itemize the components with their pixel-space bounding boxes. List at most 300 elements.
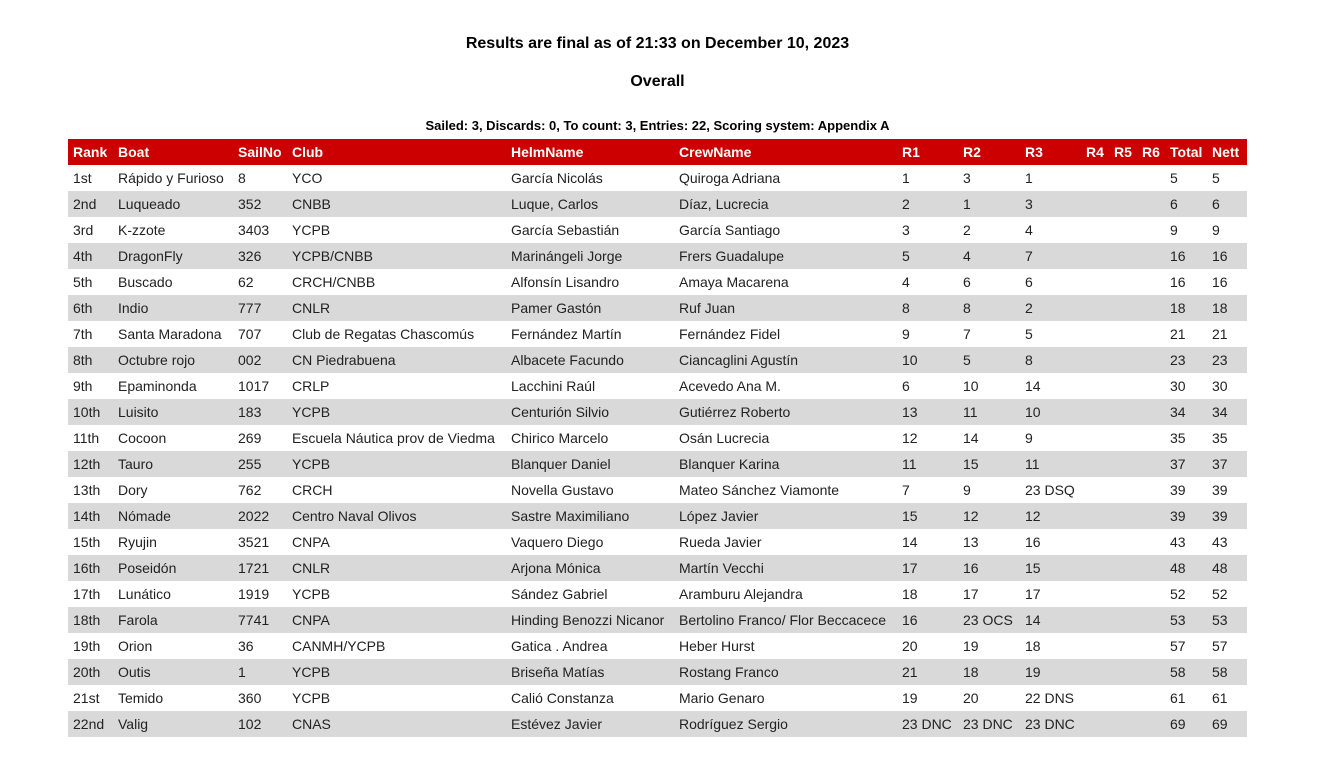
- club-cell: Club de Regatas Chascomús: [292, 326, 475, 342]
- r3-cell: 22 DNS: [1025, 690, 1075, 706]
- rank-cell: 11th: [73, 430, 100, 446]
- r2-cell: 19: [963, 638, 979, 654]
- table-row: [68, 165, 1247, 191]
- sailno-cell: 62: [238, 274, 254, 290]
- r4-cell: [1081, 321, 1109, 347]
- r1-cell: 12: [902, 430, 918, 446]
- r2-cell: 13: [963, 534, 979, 550]
- r2-cell: 20: [963, 690, 979, 706]
- rank-cell: 6th: [68, 295, 113, 321]
- helm-cell: García Nicolás: [511, 170, 603, 186]
- rank-cell: 5th: [73, 274, 93, 290]
- r1-cell: 6: [902, 378, 910, 394]
- r3-cell: 8: [1020, 347, 1081, 373]
- column-header-rank: Rank: [68, 139, 113, 165]
- helm-cell: Chirico Marcelo: [511, 430, 609, 446]
- r1-cell: 23 DNC: [897, 711, 958, 737]
- nett-cell: 53: [1207, 607, 1247, 633]
- r5-cell: [1109, 503, 1137, 529]
- r3-cell: 18: [1025, 638, 1041, 654]
- total-cell: 6: [1165, 191, 1207, 217]
- club-cell: CANMH/YCPB: [292, 638, 386, 654]
- r4-cell: [1081, 373, 1109, 399]
- table-row: [68, 425, 1247, 451]
- column-header-r3: R3: [1020, 139, 1081, 165]
- table-row: [68, 503, 1247, 529]
- boat-cell: Rápido y Furioso: [118, 170, 224, 186]
- boat-cell: Farola: [113, 607, 233, 633]
- results-status: Results are final as of 21:33 on December 10, 2023: [465, 35, 850, 52]
- r1-cell: 21: [897, 659, 958, 685]
- table-row: [68, 659, 1247, 685]
- club-cell: YCPB: [287, 451, 506, 477]
- club-cell: CNPA: [292, 534, 330, 550]
- r4-cell: [1081, 191, 1109, 217]
- r5-cell: [1109, 425, 1137, 451]
- r3-cell: 4: [1025, 222, 1033, 238]
- r5-cell: [1109, 373, 1137, 399]
- rank-cell: 20th: [68, 659, 113, 685]
- boat-cell: Epaminonda: [118, 378, 197, 394]
- sailno-cell: 707: [238, 326, 262, 342]
- sailno-cell: 36: [238, 638, 254, 654]
- r5-cell: [1109, 399, 1137, 425]
- crew-cell: Fernández Fidel: [679, 326, 781, 342]
- total-cell: 48: [1165, 555, 1207, 581]
- sailno-cell: 002: [233, 347, 287, 373]
- club-cell: CRLP: [292, 378, 330, 394]
- sailno-cell: 360: [238, 690, 262, 706]
- crew-cell: Ciancaglini Agustín: [674, 347, 897, 373]
- crew-cell: Rueda Javier: [679, 534, 762, 550]
- helm-cell: Pamer Gastón: [506, 295, 674, 321]
- table-row: [68, 217, 1247, 243]
- nett-cell: 43: [1212, 534, 1228, 550]
- helm-cell: Briseña Matías: [506, 659, 674, 685]
- r5-cell: [1109, 295, 1137, 321]
- r1-cell: 2: [897, 191, 958, 217]
- sailno-cell: 1919: [238, 586, 270, 602]
- r2-cell: 15: [958, 451, 1020, 477]
- helm-cell: Luque, Carlos: [506, 191, 674, 217]
- club-cell: YCPB: [287, 659, 506, 685]
- r3-cell: 10: [1020, 399, 1081, 425]
- nett-cell: 69: [1207, 711, 1247, 737]
- crew-cell: Osán Lucrecia: [679, 430, 770, 446]
- club-cell: YCPB: [292, 690, 331, 706]
- r5-cell: [1109, 659, 1137, 685]
- rank-cell: 17th: [73, 586, 101, 602]
- r3-cell: 3: [1020, 191, 1081, 217]
- r3-cell: 14: [1025, 378, 1041, 394]
- r6-cell: [1137, 529, 1165, 555]
- r2-cell: 12: [958, 503, 1020, 529]
- summary-line: Sailed: 3, Discards: 0, To count: 3, Entries: 22, Scoring system: Appendix A: [425, 118, 890, 133]
- nett-cell: 34: [1207, 399, 1247, 425]
- r6-cell: [1137, 581, 1165, 607]
- table-header-row: [68, 139, 1247, 165]
- rank-cell: 1st: [73, 170, 92, 186]
- r6-cell: [1137, 399, 1165, 425]
- nett-cell: 18: [1207, 295, 1247, 321]
- total-cell: 58: [1165, 659, 1207, 685]
- club-cell: CRCH: [292, 482, 333, 498]
- nett-cell: 21: [1212, 326, 1228, 342]
- boat-cell: Nómade: [113, 503, 233, 529]
- r5-cell: [1109, 217, 1137, 243]
- r5-cell: [1109, 633, 1137, 659]
- r6-cell: [1137, 685, 1165, 711]
- r6-cell: [1137, 295, 1165, 321]
- table-row: [68, 477, 1247, 503]
- nett-cell: 37: [1207, 451, 1247, 477]
- boat-cell: Cocoon: [118, 430, 167, 446]
- club-cell: Escuela Náutica prov de Viedma: [292, 430, 495, 446]
- sailno-cell: 3403: [238, 222, 270, 238]
- crew-cell: Acevedo Ana M.: [679, 378, 781, 394]
- club-cell: YCPB: [292, 586, 331, 602]
- rank-cell: 7th: [73, 326, 93, 342]
- r1-cell: 10: [897, 347, 958, 373]
- r5-cell: [1109, 269, 1137, 295]
- crew-cell: Mario Genaro: [679, 690, 765, 706]
- r4-cell: [1081, 269, 1109, 295]
- r2-cell: 7: [963, 326, 971, 342]
- table-row: [68, 529, 1247, 555]
- rank-cell: 2nd: [68, 191, 113, 217]
- r4-cell: [1081, 451, 1109, 477]
- r3-cell: 11: [1020, 451, 1081, 477]
- helm-cell: Fernández Martín: [511, 326, 622, 342]
- column-header-r2: R2: [958, 139, 1020, 165]
- total-cell: 21: [1170, 326, 1186, 342]
- r4-cell: [1081, 529, 1109, 555]
- r5-cell: [1109, 243, 1137, 269]
- column-header-nett: Nett: [1207, 139, 1247, 165]
- total-cell: 57: [1170, 638, 1186, 654]
- helm-cell: García Sebastián: [511, 222, 620, 238]
- sailno-cell: 255: [233, 451, 287, 477]
- table-row: [68, 321, 1247, 347]
- table-row: [68, 191, 1247, 217]
- table-row: [68, 633, 1247, 659]
- boat-cell: Santa Maradona: [118, 326, 222, 342]
- r5-cell: [1109, 451, 1137, 477]
- sailno-cell: 7741: [233, 607, 287, 633]
- nett-cell: 58: [1207, 659, 1247, 685]
- r2-cell: 14: [963, 430, 979, 446]
- boat-cell: Poseidón: [113, 555, 233, 581]
- column-header-helmname: HelmName: [506, 139, 674, 165]
- column-header-r5: R5: [1109, 139, 1137, 165]
- r6-cell: [1137, 477, 1165, 503]
- r4-cell: [1081, 555, 1109, 581]
- r1-cell: 3: [902, 222, 910, 238]
- r4-cell: [1081, 711, 1109, 737]
- helm-cell: Alfonsín Lisandro: [511, 274, 620, 290]
- r6-cell: [1137, 503, 1165, 529]
- r4-cell: [1081, 477, 1109, 503]
- r4-cell: [1081, 503, 1109, 529]
- r1-cell: 7: [902, 482, 910, 498]
- nett-cell: 6: [1207, 191, 1247, 217]
- total-cell: 61: [1170, 690, 1186, 706]
- boat-cell: Luqueado: [113, 191, 233, 217]
- r5-cell: [1109, 607, 1137, 633]
- sailno-cell: 2022: [233, 503, 287, 529]
- column-header-crewname: CrewName: [674, 139, 897, 165]
- sailno-cell: 352: [233, 191, 287, 217]
- rank-cell: 22nd: [68, 711, 113, 737]
- r1-cell: 9: [902, 326, 910, 342]
- r4-cell: [1081, 425, 1109, 451]
- r6-cell: [1137, 711, 1165, 737]
- r5-cell: [1109, 581, 1137, 607]
- crew-cell: Martín Vecchi: [674, 555, 897, 581]
- helm-cell: Sández Gabriel: [511, 586, 608, 602]
- r3-cell: 23 DSQ: [1025, 482, 1075, 498]
- rank-cell: 3rd: [73, 222, 94, 238]
- sailno-cell: 762: [238, 482, 262, 498]
- rank-cell: 4th: [68, 243, 113, 269]
- sailno-cell: 326: [233, 243, 287, 269]
- crew-cell: Heber Hurst: [679, 638, 755, 654]
- total-cell: 16: [1165, 243, 1207, 269]
- crew-cell: Blanquer Karina: [674, 451, 897, 477]
- r3-cell: 16: [1025, 534, 1041, 550]
- r2-cell: 3: [963, 170, 971, 186]
- rank-cell: 12th: [68, 451, 113, 477]
- club-cell: YCO: [292, 170, 323, 186]
- boat-cell: Temido: [118, 690, 164, 706]
- table-row: [68, 295, 1247, 321]
- r3-cell: 14: [1020, 607, 1081, 633]
- r6-cell: [1137, 451, 1165, 477]
- r3-cell: 9: [1025, 430, 1033, 446]
- sailno-cell: 3521: [238, 534, 270, 550]
- total-cell: 39: [1170, 482, 1186, 498]
- r5-cell: [1109, 191, 1137, 217]
- rank-cell: 13th: [73, 482, 101, 498]
- total-cell: 9: [1170, 222, 1178, 238]
- sailno-cell: 269: [238, 430, 262, 446]
- r2-cell: 8: [958, 295, 1020, 321]
- results-table: [68, 139, 1247, 737]
- nett-cell: 35: [1212, 430, 1228, 446]
- nett-cell: 52: [1212, 586, 1228, 602]
- table-row: [68, 373, 1247, 399]
- nett-cell: 39: [1207, 503, 1247, 529]
- helm-cell: Marinángeli Jorge: [506, 243, 674, 269]
- rank-cell: 21st: [73, 690, 100, 706]
- rank-cell: 10th: [68, 399, 113, 425]
- total-cell: 30: [1170, 378, 1186, 394]
- club-cell: CNBB: [287, 191, 506, 217]
- table-row: [68, 347, 1247, 373]
- table-row: [68, 685, 1247, 711]
- crew-cell: López Javier: [674, 503, 897, 529]
- helm-cell: Centurión Silvio: [506, 399, 674, 425]
- total-cell: 69: [1165, 711, 1207, 737]
- r2-cell: 17: [963, 586, 979, 602]
- club-cell: CNLR: [287, 295, 506, 321]
- r3-cell: 6: [1025, 274, 1033, 290]
- column-header-r6: R6: [1137, 139, 1165, 165]
- club-cell: YCPB/CNBB: [287, 243, 506, 269]
- sailno-cell: 1721: [233, 555, 287, 581]
- r6-cell: [1137, 243, 1165, 269]
- table-row: [68, 555, 1247, 581]
- r3-cell: 1: [1025, 170, 1033, 186]
- r4-cell: [1081, 607, 1109, 633]
- r1-cell: 13: [897, 399, 958, 425]
- r4-cell: [1081, 399, 1109, 425]
- helm-cell: Novella Gustavo: [511, 482, 614, 498]
- column-header-club: Club: [287, 139, 506, 165]
- total-cell: 39: [1165, 503, 1207, 529]
- r6-cell: [1137, 425, 1165, 451]
- r1-cell: 16: [897, 607, 958, 633]
- club-cell: YCPB: [287, 399, 506, 425]
- nett-cell: 16: [1212, 274, 1228, 290]
- boat-cell: Valig: [113, 711, 233, 737]
- rank-cell: 18th: [68, 607, 113, 633]
- boat-cell: DragonFly: [113, 243, 233, 269]
- r6-cell: [1137, 373, 1165, 399]
- total-cell: 34: [1165, 399, 1207, 425]
- r5-cell: [1109, 555, 1137, 581]
- r2-cell: 9: [963, 482, 971, 498]
- total-cell: 5: [1170, 170, 1178, 186]
- club-cell: Centro Naval Olivos: [287, 503, 506, 529]
- boat-cell: Lunático: [118, 586, 171, 602]
- sailno-cell: 8: [238, 170, 246, 186]
- total-cell: 18: [1165, 295, 1207, 321]
- table-row: [68, 243, 1247, 269]
- nett-cell: 61: [1212, 690, 1228, 706]
- r4-cell: [1081, 295, 1109, 321]
- r3-cell: 19: [1020, 659, 1081, 685]
- r5-cell: [1109, 685, 1137, 711]
- r5-cell: [1109, 529, 1137, 555]
- nett-cell: 48: [1207, 555, 1247, 581]
- boat-cell: Buscado: [118, 274, 173, 290]
- r3-cell: 2: [1020, 295, 1081, 321]
- r2-cell: 23 DNC: [958, 711, 1020, 737]
- r3-cell: 5: [1025, 326, 1033, 342]
- r1-cell: 8: [897, 295, 958, 321]
- r6-cell: [1137, 607, 1165, 633]
- r1-cell: 17: [897, 555, 958, 581]
- table-row: [68, 581, 1247, 607]
- r1-cell: 20: [902, 638, 918, 654]
- club-cell: CN Piedrabuena: [287, 347, 506, 373]
- club-cell: CRCH/CNBB: [292, 274, 376, 290]
- r1-cell: 1: [902, 170, 910, 186]
- column-header-boat: Boat: [113, 139, 233, 165]
- total-cell: 53: [1165, 607, 1207, 633]
- total-cell: 16: [1170, 274, 1186, 290]
- r6-cell: [1137, 191, 1165, 217]
- r6-cell: [1137, 217, 1165, 243]
- r4-cell: [1081, 659, 1109, 685]
- boat-cell: Octubre rojo: [113, 347, 233, 373]
- nett-cell: 16: [1207, 243, 1247, 269]
- r2-cell: 1: [958, 191, 1020, 217]
- r1-cell: 14: [902, 534, 918, 550]
- r4-cell: [1081, 633, 1109, 659]
- helm-cell: Hinding Benozzi Nicanor: [506, 607, 674, 633]
- r2-cell: 23 OCS: [958, 607, 1020, 633]
- helm-cell: Gatica . Andrea: [511, 638, 608, 654]
- sailno-cell: 1: [233, 659, 287, 685]
- r5-cell: [1109, 477, 1137, 503]
- nett-cell: 5: [1212, 170, 1220, 186]
- rank-cell: 9th: [73, 378, 93, 394]
- table-row: [68, 399, 1247, 425]
- r1-cell: 4: [902, 274, 910, 290]
- r6-cell: [1137, 321, 1165, 347]
- r2-cell: 11: [958, 399, 1020, 425]
- r5-cell: [1109, 347, 1137, 373]
- r3-cell: 12: [1020, 503, 1081, 529]
- r2-cell: 4: [958, 243, 1020, 269]
- table-row: [68, 451, 1247, 477]
- crew-cell: Frers Guadalupe: [674, 243, 897, 269]
- r1-cell: 5: [897, 243, 958, 269]
- crew-cell: Quiroga Adriana: [679, 170, 781, 186]
- boat-cell: Dory: [118, 482, 148, 498]
- helm-cell: Lacchini Raúl: [511, 378, 596, 394]
- rank-cell: 16th: [68, 555, 113, 581]
- crew-cell: Mateo Sánchez Viamonte: [679, 482, 840, 498]
- r6-cell: [1137, 347, 1165, 373]
- r4-cell: [1081, 347, 1109, 373]
- r5-cell: [1109, 165, 1137, 191]
- table-row: [68, 607, 1247, 633]
- rank-cell: 14th: [68, 503, 113, 529]
- results-table-body: [68, 165, 1247, 737]
- r1-cell: 19: [902, 690, 918, 706]
- sailno-cell: 777: [233, 295, 287, 321]
- r2-cell: 6: [963, 274, 971, 290]
- r2-cell: 16: [958, 555, 1020, 581]
- column-header-r1: R1: [897, 139, 958, 165]
- rank-cell: 8th: [68, 347, 113, 373]
- column-header-r4: R4: [1081, 139, 1109, 165]
- crew-cell: Amaya Macarena: [679, 274, 789, 290]
- rank-cell: 19th: [73, 638, 101, 654]
- page-title: Overall: [630, 73, 685, 90]
- helm-cell: Blanquer Daniel: [506, 451, 674, 477]
- r4-cell: [1081, 165, 1109, 191]
- boat-cell: Outis: [113, 659, 233, 685]
- r3-cell: 7: [1020, 243, 1081, 269]
- boat-cell: Tauro: [113, 451, 233, 477]
- crew-cell: Ruf Juan: [674, 295, 897, 321]
- rank-cell: 15th: [73, 534, 101, 550]
- r3-cell: 17: [1025, 586, 1041, 602]
- table-row: [68, 711, 1247, 737]
- r2-cell: 10: [963, 378, 979, 394]
- helm-cell: Vaquero Diego: [511, 534, 604, 550]
- boat-cell: Ryujin: [118, 534, 157, 550]
- boat-cell: K-zzote: [118, 222, 166, 238]
- nett-cell: 57: [1212, 638, 1228, 654]
- crew-cell: Gutiérrez Roberto: [674, 399, 897, 425]
- boat-cell: Orion: [118, 638, 153, 654]
- crew-cell: Bertolino Franco/ Flor Beccacece: [674, 607, 897, 633]
